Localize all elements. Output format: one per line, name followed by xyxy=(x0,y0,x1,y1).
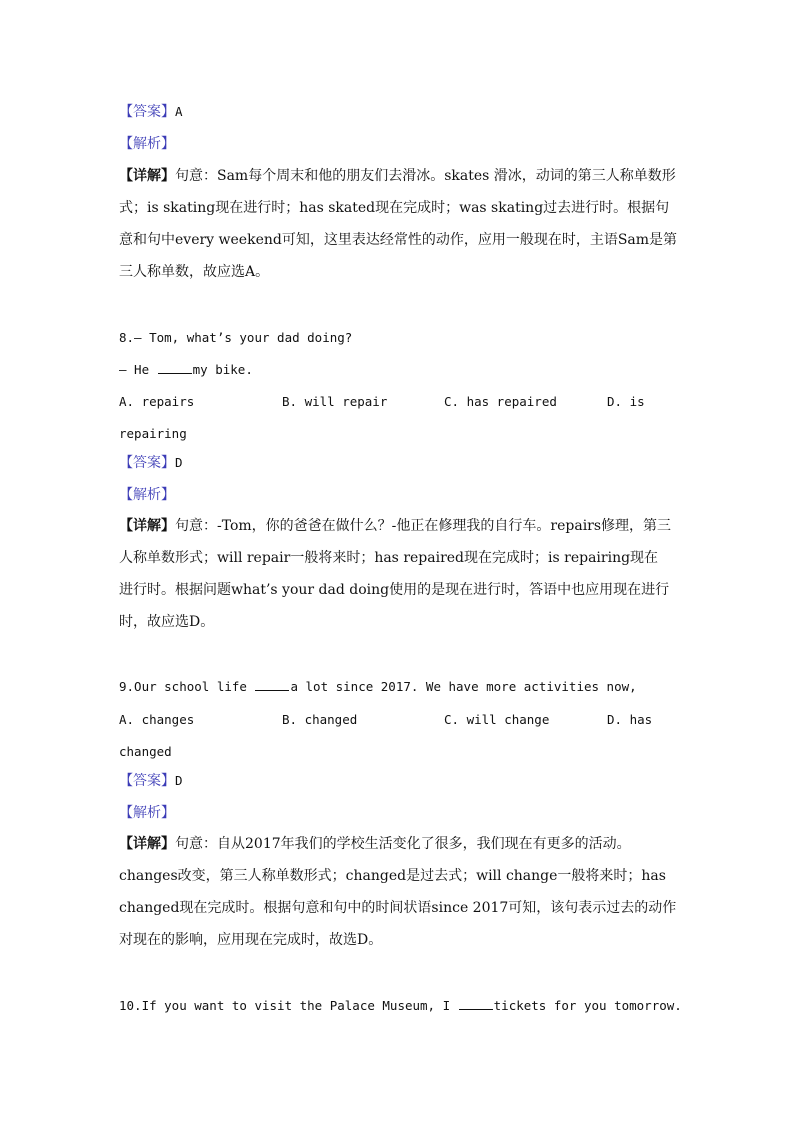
answer-value: D xyxy=(175,773,183,788)
q8-analysis-line xyxy=(119,486,679,504)
q8-option-wrap: repairing xyxy=(119,426,187,441)
q8-stem-suffix: my bike. xyxy=(192,362,253,377)
answer-tag: 【答案】 xyxy=(119,104,175,120)
q8-answer-line xyxy=(119,454,679,472)
q10-stem-suffix: tickets for you tomorrow. xyxy=(493,998,682,1013)
q9-detail-line: 对现在的影响，应用现在完成时，故选D。 xyxy=(119,932,383,948)
q9-stem xyxy=(119,678,679,696)
detail-tag: 【详解】 xyxy=(119,836,175,852)
q9-option-a: A. changes xyxy=(119,712,195,727)
q9-detail-line: changed现在完成时。根据句意和句中的时间状语since 2017可知，该句表示过去的动作 xyxy=(119,900,677,916)
q9-stem-suffix: a lot since 2017. We have more activities now, xyxy=(290,679,637,694)
q8-detail-line: 进行时。根据问题what’s your dad doing使用的是现在进行时，答语中也应用现在进行 xyxy=(119,582,670,598)
detail-tag: 【详解】 xyxy=(119,518,175,534)
q8-detail-line: 时，故应选D。 xyxy=(119,614,215,630)
analysis-tag: 【解析】 xyxy=(119,136,175,152)
detail-text: 句意：自从2017年我们的学校生活变化了很多，我们现在有更多的活动。 xyxy=(175,836,631,852)
q9-option-c: C. will change xyxy=(444,712,550,727)
q8-stem-prefix: — He xyxy=(119,362,157,377)
analysis-tag: 【解析】 xyxy=(119,487,175,503)
q8-stem-line1: 8.— Tom, what’s your dad doing? xyxy=(119,330,353,345)
detail-text: 句意：-Tom，你的爸爸在做什么？-他正在修理我的自行车。repairs修理，第三 xyxy=(175,518,672,534)
q8-detail-line: 人称单数形式；will repair一般将来时；has repaired现在完成时；is repairing现在 xyxy=(119,550,659,566)
q9-analysis-line xyxy=(119,804,679,822)
answer-blank xyxy=(459,997,493,1010)
q7-detail-line: 式；is skating现在进行时；has skated现在完成时；was skating过去进行时。根据句 xyxy=(119,200,670,216)
q7-answer-line xyxy=(119,103,679,121)
answer-value: D xyxy=(175,455,183,470)
q9-option-wrap: changed xyxy=(119,744,172,759)
q10-stem xyxy=(119,997,682,1015)
q9-stem-prefix: 9.Our school life xyxy=(119,679,255,694)
q7-detail-line: 意和句中every weekend可知，这里表达经常性的动作，应用一般现在时，主语Sam是第 xyxy=(119,232,678,248)
answer-value: A xyxy=(175,104,183,119)
detail-text: 句意：Sam每个周末和他的朋友们去滑冰。skates 滑冰，动词的第三人称单数形 xyxy=(175,168,676,184)
detail-tag: 【详解】 xyxy=(119,168,175,184)
q8-option-a: A. repairs xyxy=(119,394,195,409)
answer-tag: 【答案】 xyxy=(119,455,175,471)
answer-blank xyxy=(158,361,192,374)
q7-detail-line: 三人称单数，故应选A。 xyxy=(119,264,270,280)
q8-option-d: D. is xyxy=(607,394,645,409)
q9-detail-line: changes改变，第三人称单数形式；changed是过去式；will change一般将来时；has xyxy=(119,868,666,884)
analysis-tag: 【解析】 xyxy=(119,805,175,821)
q9-answer-line xyxy=(119,772,679,790)
q8-option-b: B. will repair xyxy=(282,394,388,409)
q9-detail-line xyxy=(119,835,679,853)
q8-option-c: C. has repaired xyxy=(444,394,557,409)
q9-option-b: B. changed xyxy=(282,712,358,727)
q8-stem-line2 xyxy=(119,361,679,379)
q7-detail-line xyxy=(119,167,679,185)
answer-blank xyxy=(255,678,289,691)
q9-option-d: D. has xyxy=(607,712,653,727)
q10-stem-prefix: 10.If you want to visit the Palace Museum, I xyxy=(119,998,458,1013)
q8-detail-line xyxy=(119,517,679,535)
answer-tag: 【答案】 xyxy=(119,773,175,789)
q7-analysis-line xyxy=(119,135,679,153)
